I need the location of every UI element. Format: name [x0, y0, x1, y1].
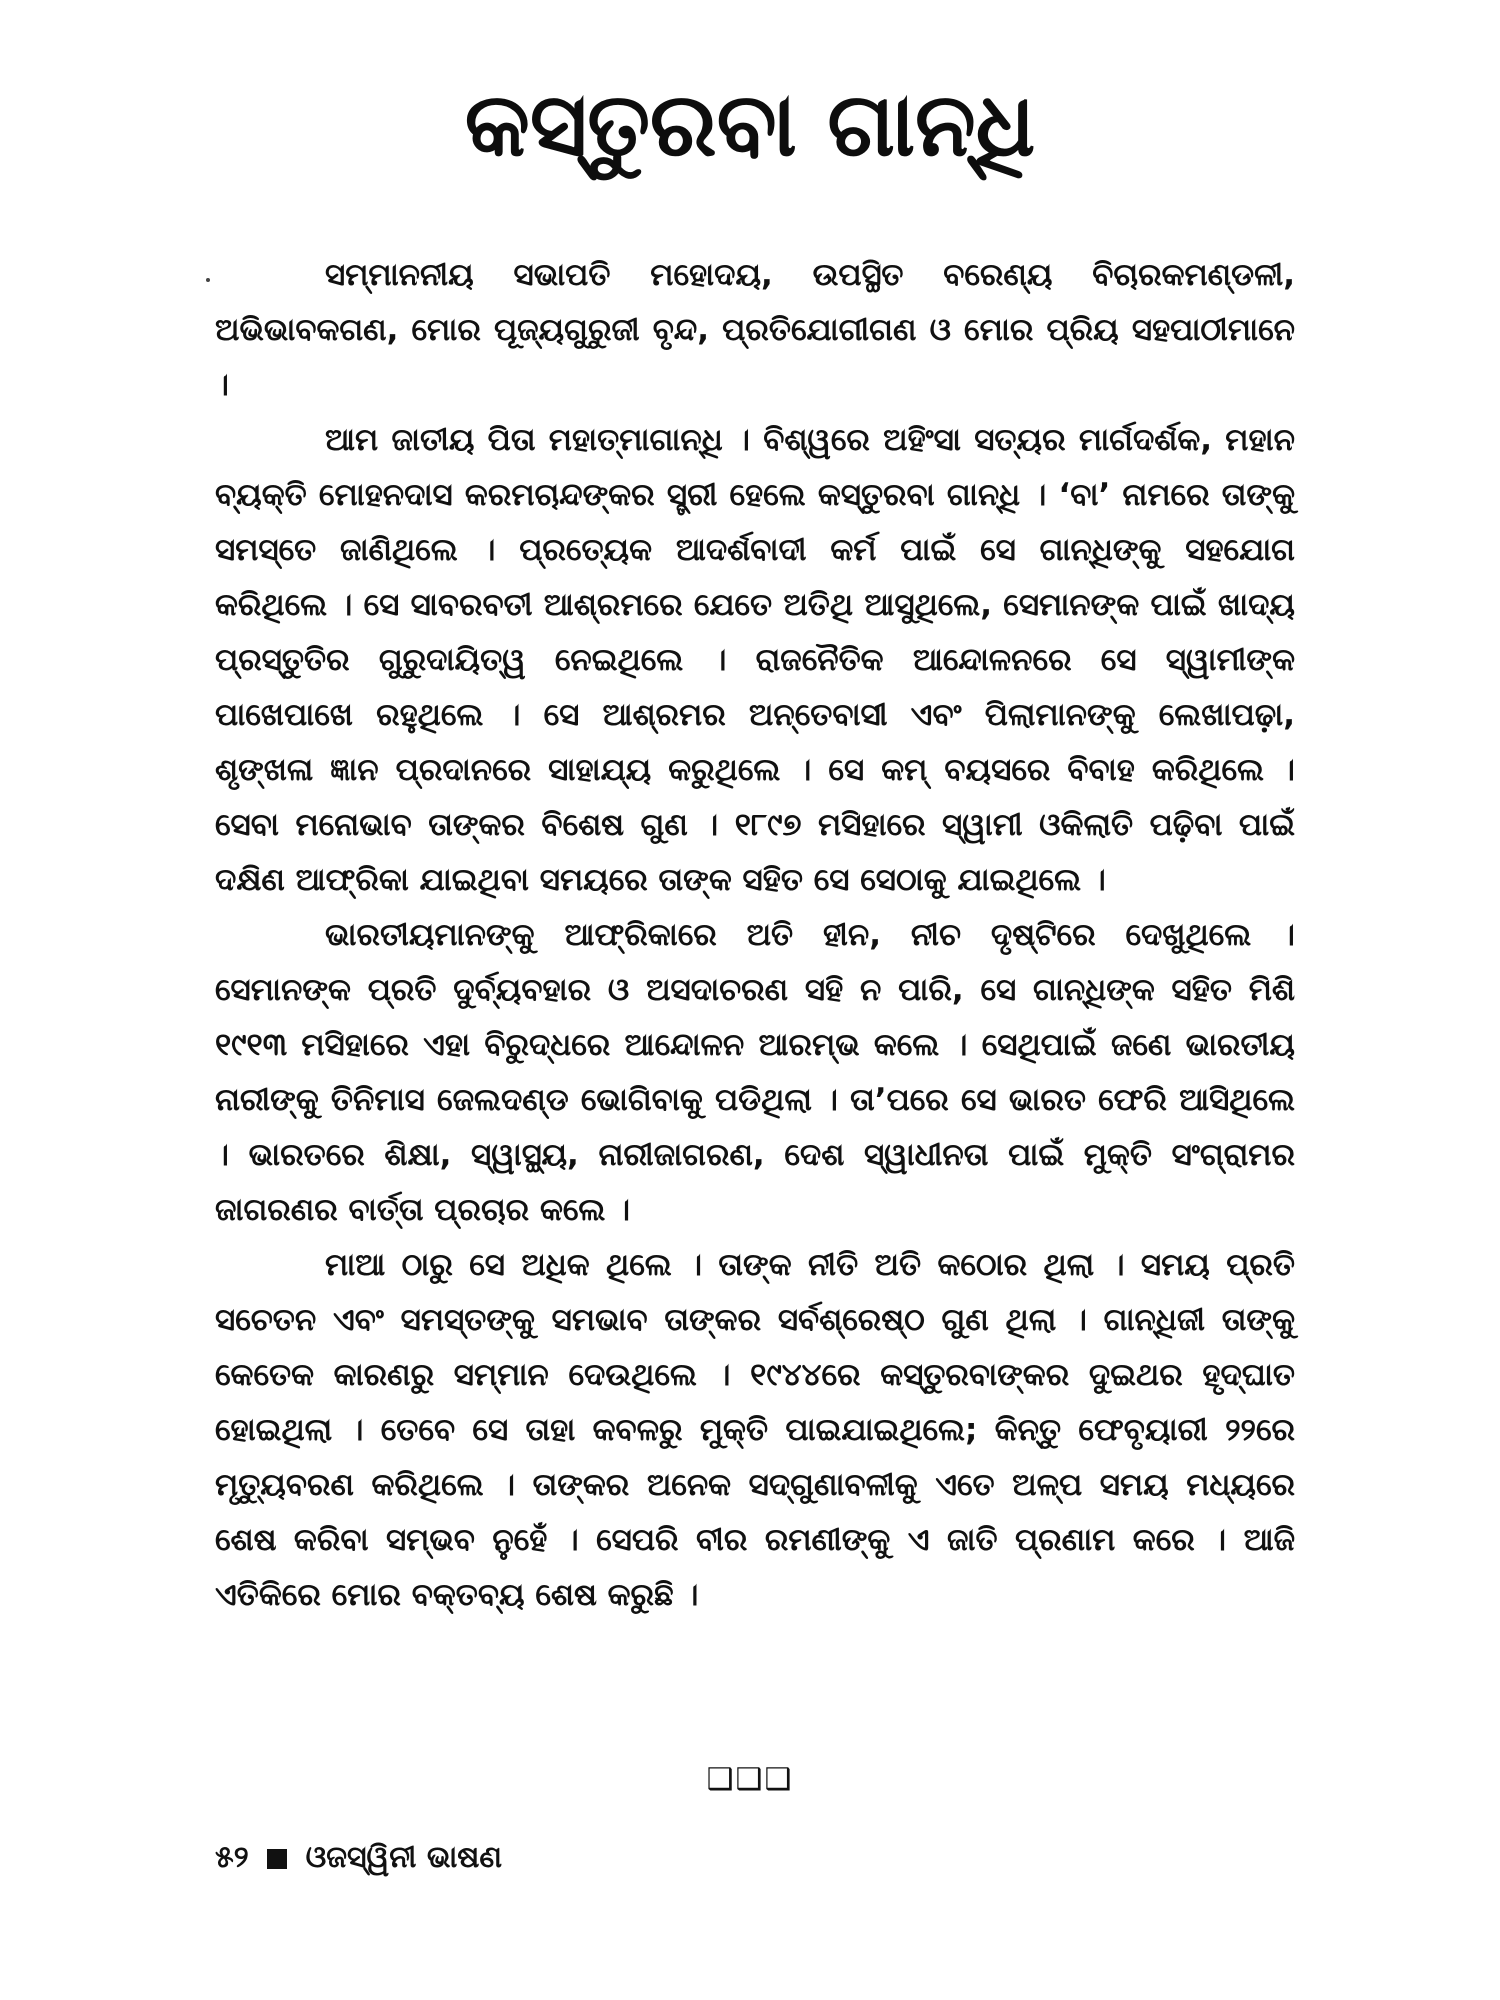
page-title: କସ୍ତୁରବା ଗାନ୍ଧି	[464, 73, 1036, 176]
square-bullet-icon	[267, 1849, 287, 1869]
margin-mark	[206, 278, 210, 282]
page-footer	[215, 1838, 502, 1878]
paragraph-conclusion: ମାଆ ଠାରୁ ସେ ଅଧିକ ଥିଲେ । ତାଙ୍କ ନୀତି ଅତି କଠୋର ଥିଲା । ସମୟ ପ୍ରତି ସଚେତନ ଏବଂ ସମସ୍ତଙ୍କୁ ସମଭାବ ତାଙ୍କର ସର୍ବଶ୍ରେଷ୍ଠ ଗୁଣ ଥିଲା । ଗାନ୍ଧିଜୀ ତାଙ୍କୁ କେତେକ କାରଣରୁ ସମ୍ମାନ ଦେଉଥିଲେ । ୧୯୪୪ରେ କସ୍ତୁରବାଙ୍କର ଦୁଇଥର ହୃଦ୍‌ଘାତ ହୋଇଥିଲା । ତେବେ ସେ ତାହା କବଳରୁ ମୁକ୍ତି ପାଇଯାଇଥିଲେ; କିନ୍ତୁ ଫେବୃୟାରୀ ୨୨ରେ ମୃତ୍ୟୁବରଣ କରିଥିଲେ । ତାଙ୍କର ଅନେକ ସଦ୍‌ଗୁଣାବଳୀକୁ ଏତେ ଅଳ୍ପ ସମୟ ମଧ୍ୟରେ ଶେଷ କରିବା ସମ୍ଭବ ନୁହେଁ । ସେପରି ବୀର ରମଣୀଙ୍କୁ ଏ ଜାତି ପ୍ରଣାମ କରେ । ଆଜି ଏତିକିରେ ମୋର ବକ୍ତବ୍ୟ ଶେଷ କରୁଛି ।	[215, 1247, 1295, 1613]
book-title: ଓଜସ୍ୱିନୀ ଭାଷଣ	[305, 1840, 503, 1875]
page-number: ୫୨	[215, 1840, 249, 1875]
section-separator: ❑❑❑	[706, 1762, 794, 1797]
speech-body	[215, 248, 1295, 1623]
paragraph-introduction: ଆମ ଜାତୀୟ ପିତା ମହାତ୍ମାଗାନ୍ଧି । ବିଶ୍ୱରେ ଅହିଂସା ସତ୍ୟର ମାର୍ଗଦର୍ଶକ, ମହାନ ବ୍ୟକ୍ତି ମୋହନଦାସ କରମଚାନ୍ଦଙ୍କର ସ୍ତ୍ରୀ ହେଲେ କସ୍ତୁରବା ଗାନ୍ଧି । ‘ବା’ ନାମରେ ତାଙ୍କୁ ସମସ୍ତେ ଜାଣିଥିଲେ । ପ୍ରତ୍ୟେକ ଆଦର୍ଶବାଦୀ କର୍ମ ପାଇଁ ସେ ଗାନ୍ଧିଙ୍କୁ ସହଯୋଗ କରିଥିଲେ । ସେ ସାବରବତୀ ଆଶ୍ରମରେ ଯେତେ ଅତିଥି ଆସୁଥିଲେ, ସେମାନଙ୍କ ପାଇଁ ଖାଦ୍ୟ ପ୍ରସ୍ତୁତିର ଗୁରୁଦାୟିତ୍ୱ ନେଇଥିଲେ । ରାଜନୈତିକ ଆନ୍ଦୋଳନରେ ସେ ସ୍ୱାମୀଙ୍କ ପାଖେପାଖେ ରହୁଥିଲେ । ସେ ଆଶ୍ରମର ଅନ୍ତେବାସୀ ଏବଂ ପିଲାମାନଙ୍କୁ ଲେଖାପଢ଼ା, ଶୃଙ୍ଖଳା ଜ୍ଞାନ ପ୍ରଦାନରେ ସାହାଯ୍ୟ କରୁଥିଲେ । ସେ କମ୍ ବୟସରେ ବିବାହ କରିଥିଲେ । ସେବା ମନୋଭାବ ତାଙ୍କର ବିଶେଷ ଗୁଣ । ୧୮୯୭ ମସିହାରେ ସ୍ୱାମୀ ଓକିଲାତି ପଢ଼ିବା ପାଇଁ ଦକ୍ଷିଣ ଆଫ୍ରିକା ଯାଇଥିବା ସମୟରେ ତାଙ୍କ ସହିତ ସେ ସେଠାକୁ ଯାଇଥିଲେ ।	[215, 422, 1295, 898]
paragraph-salutation: ସମ୍ମାନନୀୟ ସଭାପତି ମହୋଦୟ, ଉପସ୍ଥିତ ବରେଣ୍ୟ ବିଚାରକମଣ୍ଡଳୀ, ଅଭିଭାବକଗଣ, ମୋର ପୂଜ୍ୟଗୁରୁଜୀ ବୃନ୍ଦ, ପ୍ରତିଯୋଗୀଗଣ ଓ ମୋର ପ୍ରିୟ ସହପାଠୀମାନେ ।	[215, 257, 1295, 403]
paragraph-africa: ଭାରତୀୟମାନଙ୍କୁ ଆଫ୍ରିକାରେ ଅତି ହୀନ, ନୀଚ ଦୃଷ୍ଟିରେ ଦେଖୁଥିଲେ । ସେମାନଙ୍କ ପ୍ରତି ଦୁର୍ବ୍ୟବହାର ଓ ଅସଦାଚରଣ ସହି ନ ପାରି, ସେ ଗାନ୍ଧିଙ୍କ ସହିତ ମିଶି ୧୯୧୩ ମସିହାରେ ଏହା ବିରୁଦ୍ଧରେ ଆନ୍ଦୋଳନ ଆରମ୍ଭ କଲେ । ସେଥିପାଇଁ ଜଣେ ଭାରତୀୟ ନାରୀଙ୍କୁ ତିନିମାସ ଜେଲଦଣ୍ଡ ଭୋଗିବାକୁ ପଡିଥିଲା । ତା’ପରେ ସେ ଭାରତ ଫେରି ଆସିଥିଲେ । ଭାରତରେ ଶିକ୍ଷା, ସ୍ୱାସ୍ଥ୍ୟ, ନାରୀଜାଗରଣ, ଦେଶ ସ୍ୱାଧୀନତା ପାଇଁ ମୁକ୍ତି ସଂଗ୍ରାମର ଜାଗରଣର ବାର୍ତ୍ତା ପ୍ରଚାର କଲେ ।	[215, 917, 1295, 1228]
